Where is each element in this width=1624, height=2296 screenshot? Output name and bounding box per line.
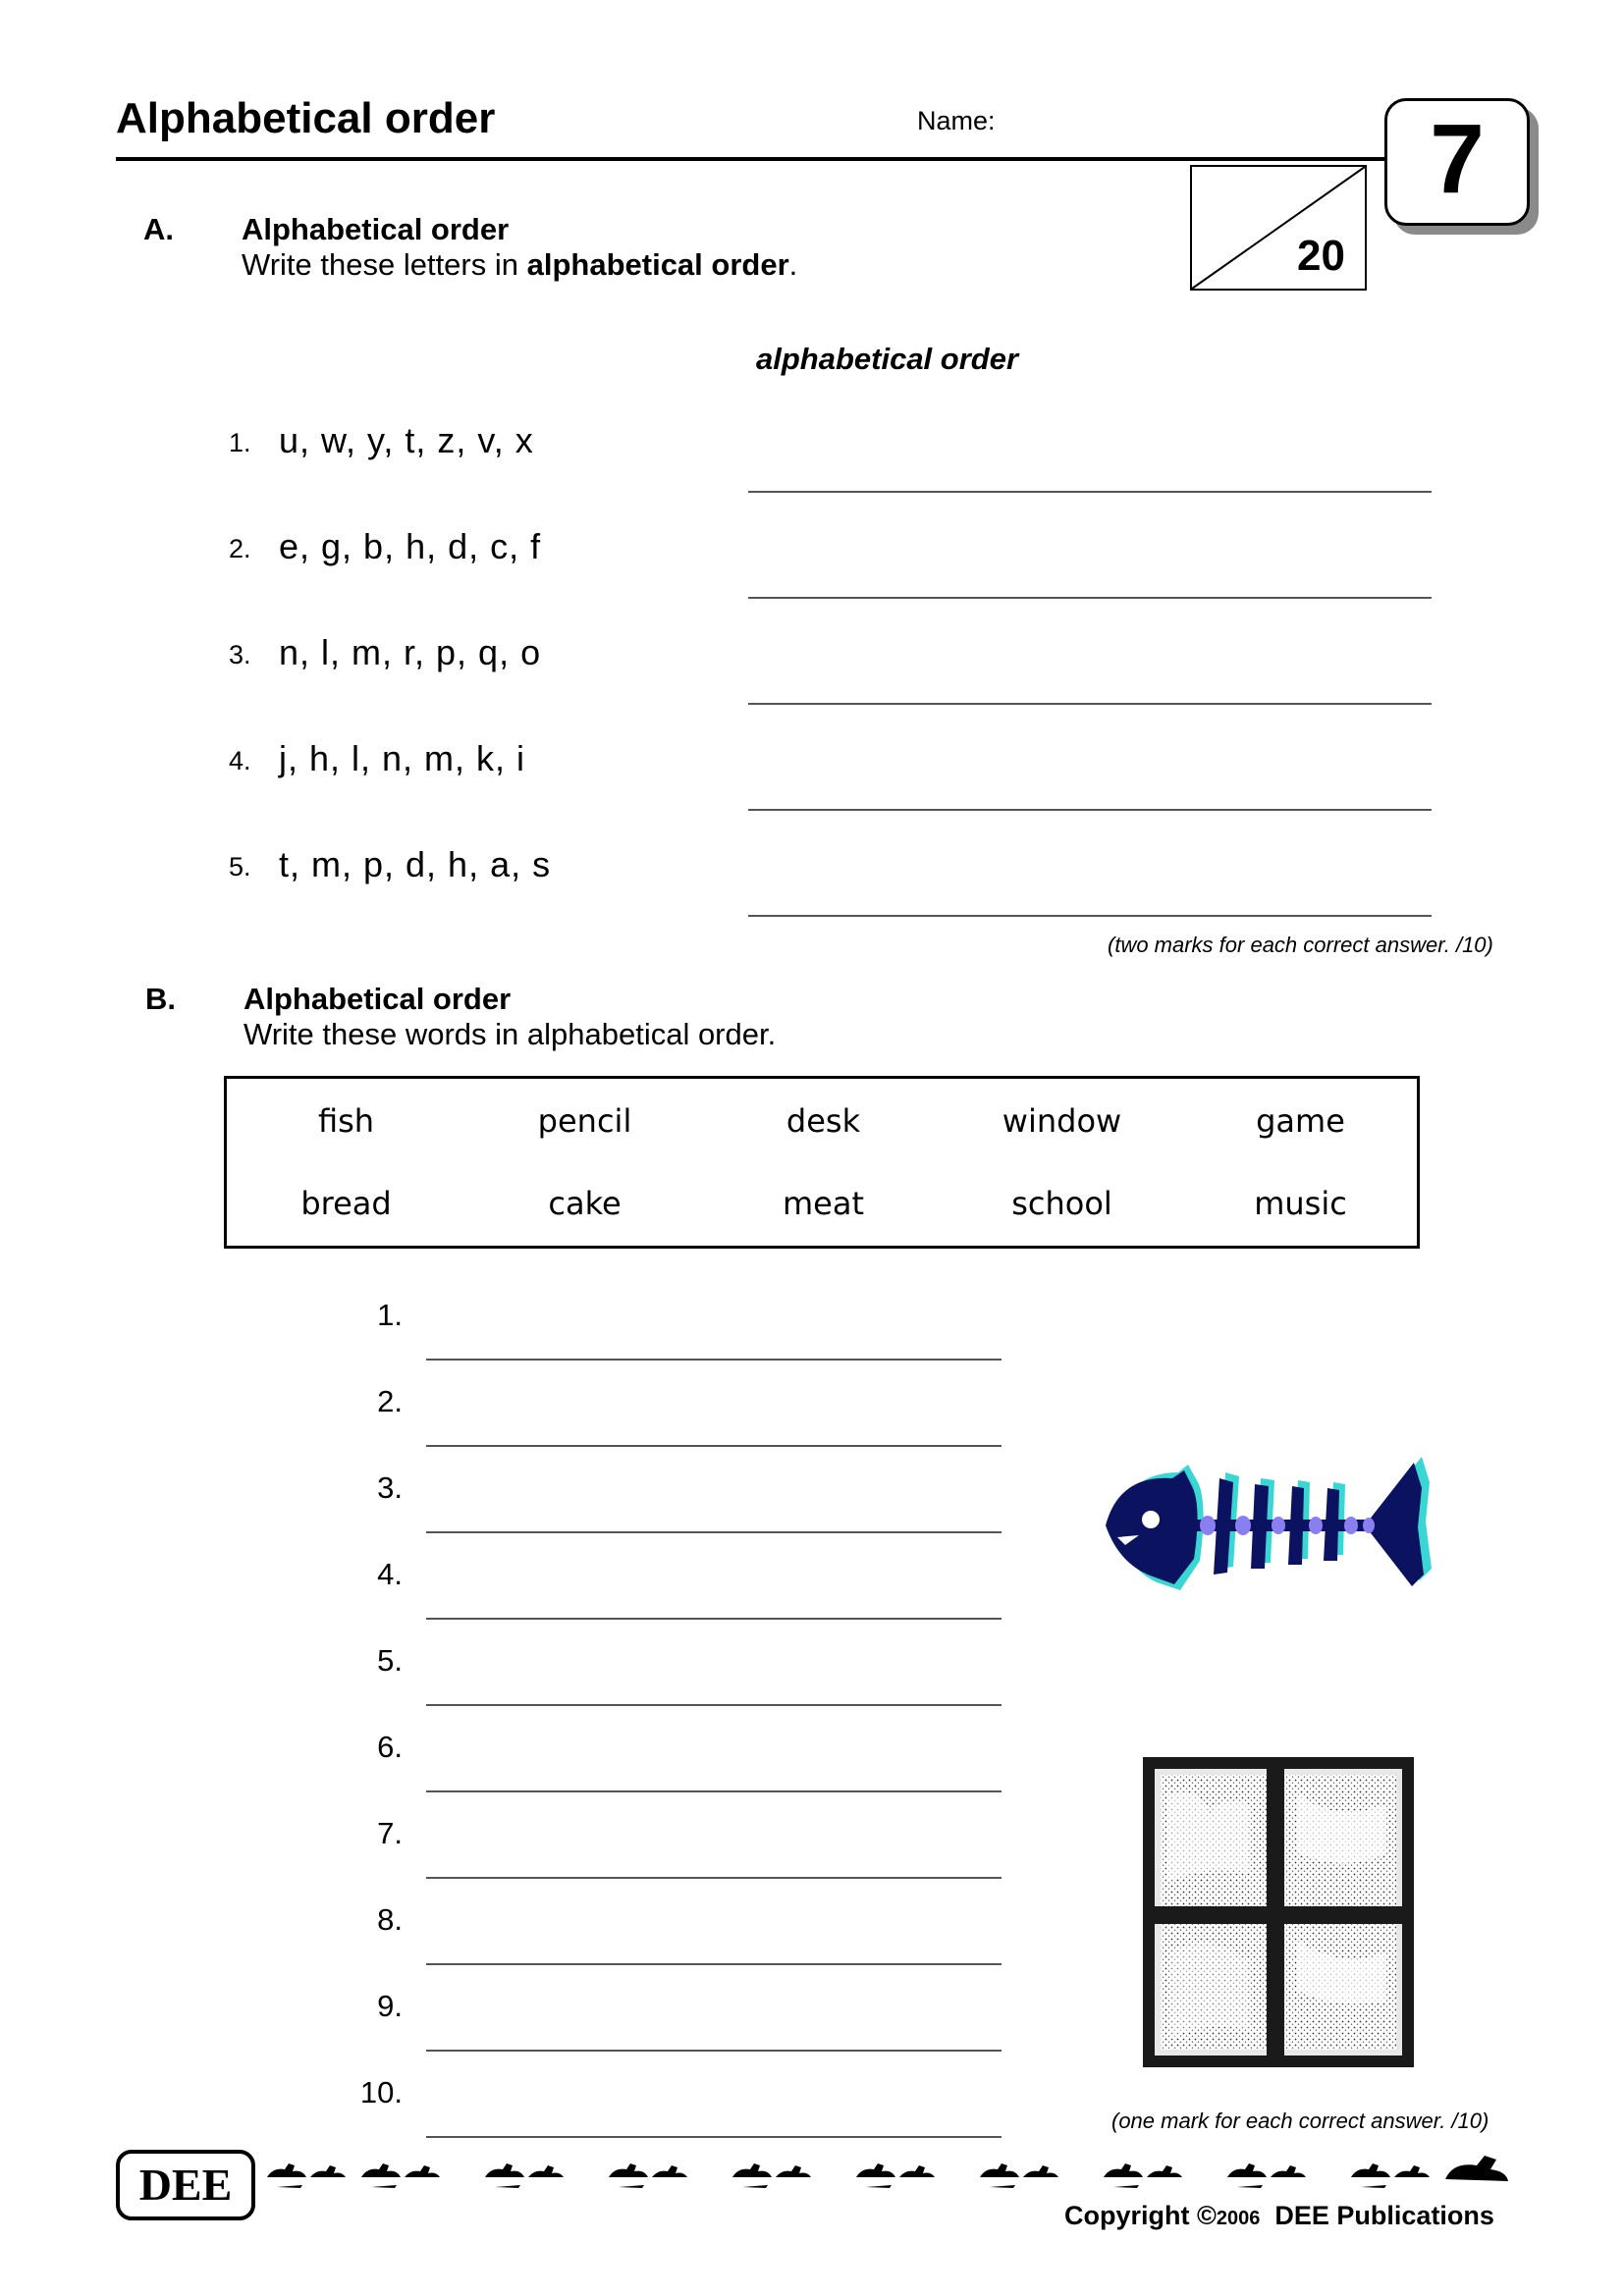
word-bank bbox=[224, 1076, 1420, 1249]
answer-number: 8. bbox=[377, 1902, 403, 1937]
copyright-text: Copyright © bbox=[1064, 2201, 1217, 2230]
section-b-heading: Alphabetical order bbox=[244, 982, 512, 1016]
answer-number: 4. bbox=[377, 1557, 403, 1591]
section-b-instruction: Write these words in alphabetical order. bbox=[244, 1017, 777, 1051]
question-4-letters: j, h, l, n, m, k, i bbox=[279, 738, 526, 778]
section-b-letter: B. bbox=[145, 982, 176, 1016]
worksheet-number-badge bbox=[1384, 98, 1530, 226]
word-item: music bbox=[1254, 1185, 1347, 1222]
word-item: fish bbox=[317, 1102, 375, 1140]
name-label: Name: bbox=[917, 106, 996, 135]
word-item: desk bbox=[785, 1102, 861, 1140]
word-item: window bbox=[1001, 1102, 1122, 1140]
duck-border-icon bbox=[263, 2152, 1510, 2201]
question-3-answer-line[interactable] bbox=[748, 703, 1432, 705]
answer-number: 9. bbox=[377, 1989, 403, 2023]
answer-number: 7. bbox=[377, 1816, 403, 1850]
question-5-number: 5. bbox=[229, 852, 251, 881]
word-item: school bbox=[1011, 1185, 1112, 1222]
question-5-letters: t, m, p, d, h, a, s bbox=[279, 844, 552, 884]
copyright-notice bbox=[1064, 2201, 1494, 2231]
answer-number: 1. bbox=[377, 1298, 403, 1332]
question-4-answer-line[interactable] bbox=[748, 809, 1432, 811]
question-5-answer-line[interactable] bbox=[748, 915, 1432, 917]
section-b-marks-note: (one mark for each correct answer. /10) bbox=[1111, 2109, 1489, 2133]
answer-number: 6. bbox=[377, 1730, 403, 1764]
word-item: game bbox=[1256, 1102, 1345, 1140]
word-item: cake bbox=[548, 1185, 622, 1222]
copyright-year: 2006 bbox=[1216, 2208, 1261, 2229]
worksheet-number: 7 bbox=[1430, 104, 1485, 214]
answer-line-7[interactable] bbox=[426, 1877, 1001, 1879]
dee-logo: DEE bbox=[116, 2150, 255, 2220]
answer-number: 2. bbox=[377, 1384, 403, 1418]
question-1-letters: u, w, y, t, z, v, x bbox=[279, 420, 534, 460]
window-icon bbox=[1141, 1755, 1416, 2069]
answer-line-10[interactable] bbox=[426, 2136, 1001, 2138]
instruction-period: . bbox=[788, 247, 798, 282]
question-1-number: 1. bbox=[229, 428, 251, 457]
answer-line-1[interactable] bbox=[426, 1359, 1001, 1361]
word-item: meat bbox=[782, 1185, 864, 1222]
section-a-marks-note: (two marks for each correct answer. /10) bbox=[1108, 933, 1493, 957]
answer-line-9[interactable] bbox=[426, 2050, 1001, 2052]
question-2-number: 2. bbox=[229, 534, 251, 563]
answer-line-6[interactable] bbox=[426, 1790, 1001, 1792]
answer-number: 10. bbox=[359, 2075, 403, 2109]
publisher-name: DEE Publications bbox=[1260, 2201, 1494, 2230]
answer-number: 3. bbox=[377, 1470, 403, 1505]
question-3-letters: n, l, m, r, p, q, o bbox=[279, 632, 542, 672]
answer-line-4[interactable] bbox=[426, 1618, 1001, 1620]
score-box bbox=[1190, 165, 1367, 291]
question-2-answer-line[interactable] bbox=[748, 597, 1432, 599]
instruction-emphasis: alphabetical order bbox=[526, 247, 789, 282]
instruction-text: Write these letters in bbox=[242, 247, 527, 282]
answer-line-5[interactable] bbox=[426, 1704, 1001, 1706]
answer-line-8[interactable] bbox=[426, 1963, 1001, 1965]
section-a-instruction bbox=[242, 247, 797, 283]
question-2-letters: e, g, b, h, d, c, f bbox=[279, 526, 542, 566]
answer-column-heading: alphabetical order bbox=[756, 342, 1019, 376]
total-score: 20 bbox=[1297, 232, 1345, 280]
section-a-heading: Alphabetical order bbox=[242, 212, 510, 246]
answer-number: 5. bbox=[377, 1643, 403, 1678]
page-title: Alphabetical order bbox=[116, 94, 496, 142]
answer-line-2[interactable] bbox=[426, 1445, 1001, 1447]
answer-line-3[interactable] bbox=[426, 1531, 1001, 1533]
title-underline bbox=[116, 157, 1392, 161]
question-1-answer-line[interactable] bbox=[748, 491, 1432, 493]
section-a-letter: A. bbox=[143, 212, 174, 246]
word-item: pencil bbox=[537, 1102, 632, 1140]
word-item: bread bbox=[300, 1185, 392, 1222]
question-3-number: 3. bbox=[229, 640, 251, 669]
question-4-number: 4. bbox=[229, 746, 251, 775]
fish-skeleton-icon bbox=[1070, 1443, 1434, 1610]
